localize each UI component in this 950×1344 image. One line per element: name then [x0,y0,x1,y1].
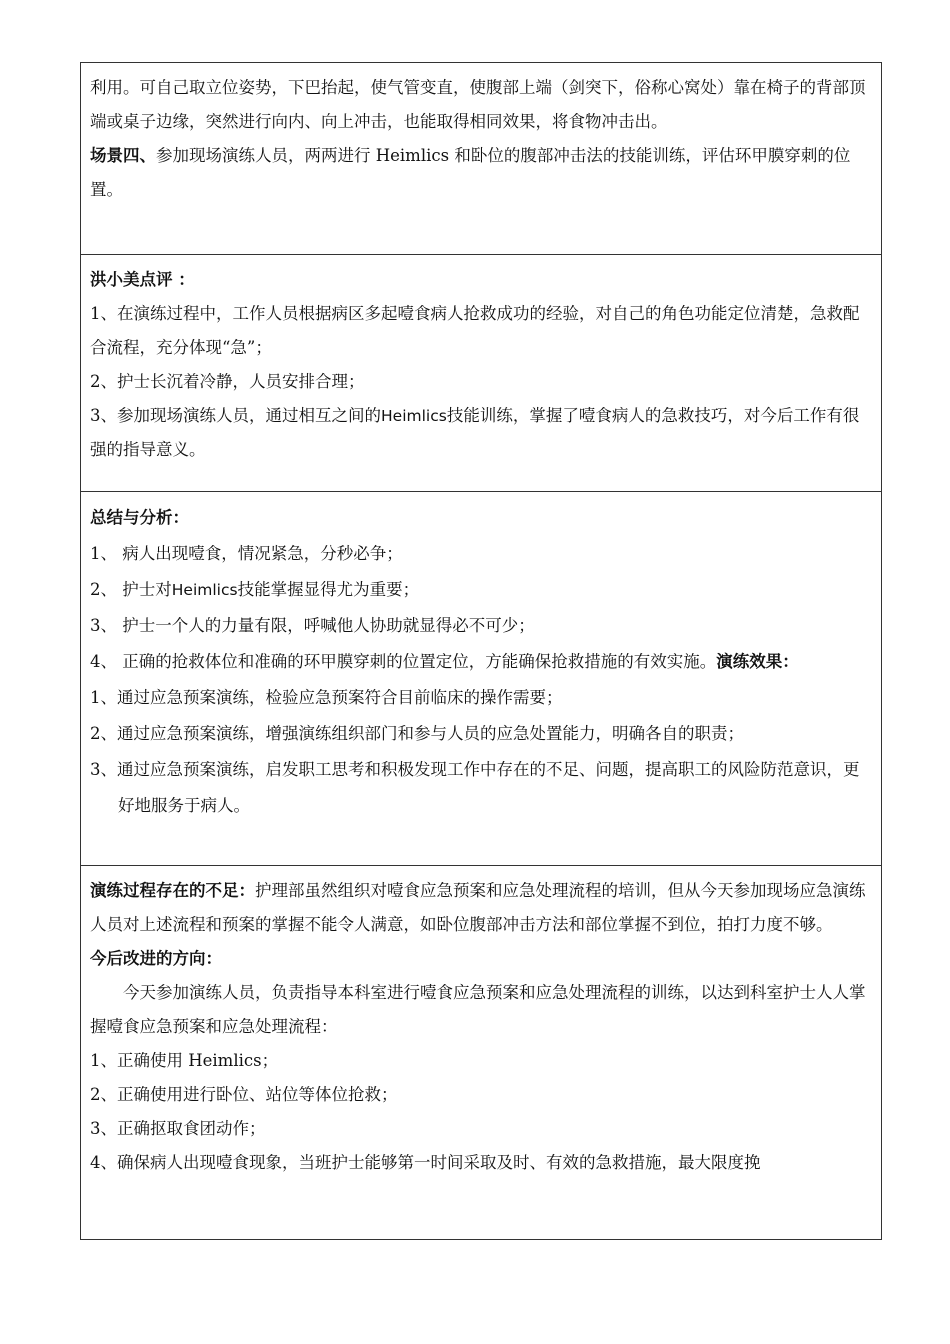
summary-item-3: 3、 护士一个人的力量有限，呼喊他人协助就显得必不可少； [90,616,535,635]
improve-intro: 今天参加演练人员，负责指导本科室进行噎食应急预案和应急处理流程的训练，以达到科室护士人人掌握噎食应急预案和应急处理流程： [90,983,866,1036]
review-item-3-post: 技能训练，掌握了噎食病人的急救技巧，对今后工作有很强的指导意义。 [90,406,860,459]
improve-title: 今后改进的方向： [90,949,222,968]
improve-item-4: 4、确保病人出现噎食现象，当班护士能够第一时间采取及时、有效的急救措施，最大限度挽 [90,1153,761,1172]
scene4-text: 参加现场演练人员，两两进行 Heimlics 和卧位的腹部冲击法的技能训练，评估环甲膜穿刺的位置。 [90,146,851,199]
summary-item-2-pre: 2、 护士对 [90,580,172,599]
summary-item-2-term: Heimlics [171,581,238,599]
effect-title: 演练效果： [716,652,799,671]
document-table [80,62,882,1240]
scene4-label: 场景四、 [90,146,156,165]
improve-item-1: 1、正确使用 Heimlics； [90,1051,279,1070]
summary-item-4 [90,644,872,680]
summary-item-2 [90,572,872,608]
shortfall-text: 护理部虽然组织对噎食应急预案和应急处理流程的培训，但从今天参加现场应急演练人员对上述流程和预案的掌握不能令人满意，如卧位腹部冲击方法和部位掌握不到位，拍打力度不够。 [90,881,866,934]
summary-item-1: 1、 病人出现噎食，情况紧急，分秒必争； [90,544,403,563]
review-item-3-term: Heimlics [381,407,447,425]
improve-item-3: 3、正确抠取食团动作； [90,1119,266,1138]
summary-title: 总结与分析： [90,508,189,527]
review-cell [80,255,882,492]
improvement-cell [80,866,882,1240]
review-item-1: 1、在演练过程中，工作人员根据病区多起噎食病人抢救成功的经验，对自己的角色功能定位清楚，急救配合流程，充分体现“急”； [90,304,860,357]
review-item-2: 2、护士长沉着冷静，人员安排合理； [90,372,365,391]
improve-item-2: 2、正确使用进行卧位、站位等体位抢救； [90,1085,398,1104]
summary-item-4-text: 4、 正确的抢救体位和准确的环甲膜穿刺的位置定位，方能确保抢救措施的有效实施。 [90,652,717,671]
effect-item-3: 3、通过应急预案演练，启发职工思考和积极发现工作中存在的不足、问题，提高职工的风险防范意识，更好地服务于病人。 [90,760,860,815]
summary-cell [80,492,882,866]
scene-cell [80,62,882,255]
review-item-3 [90,399,872,467]
shortfall-paragraph [90,874,872,942]
effect-item-1: 1、通过应急预案演练，检验应急预案符合目前临床的操作需要； [90,688,563,707]
summary-item-2-post: 技能掌握显得尤为重要； [237,580,420,599]
scene3-continued-text: 利用。可自己取立位姿势，下巴抬起，使气管变直，使腹部上端（剑突下，俗称心窝处）靠在椅子的背部顶端或桌子边缘，突然进行向内、向上冲击，也能取得相同效果，将食物冲击出。 [90,78,866,131]
shortfall-label: 演练过程存在的不足： [90,881,255,900]
effect-item-2: 2、通过应急预案演练，增强演练组织部门和参与人员的应急处置能力，明确各自的职责； [90,724,744,743]
review-title: 洪小美点评 ： [90,270,195,289]
review-item-3-pre: 3、参加现场演练人员，通过相互之间的 [90,406,381,425]
scene4-paragraph [90,139,872,207]
